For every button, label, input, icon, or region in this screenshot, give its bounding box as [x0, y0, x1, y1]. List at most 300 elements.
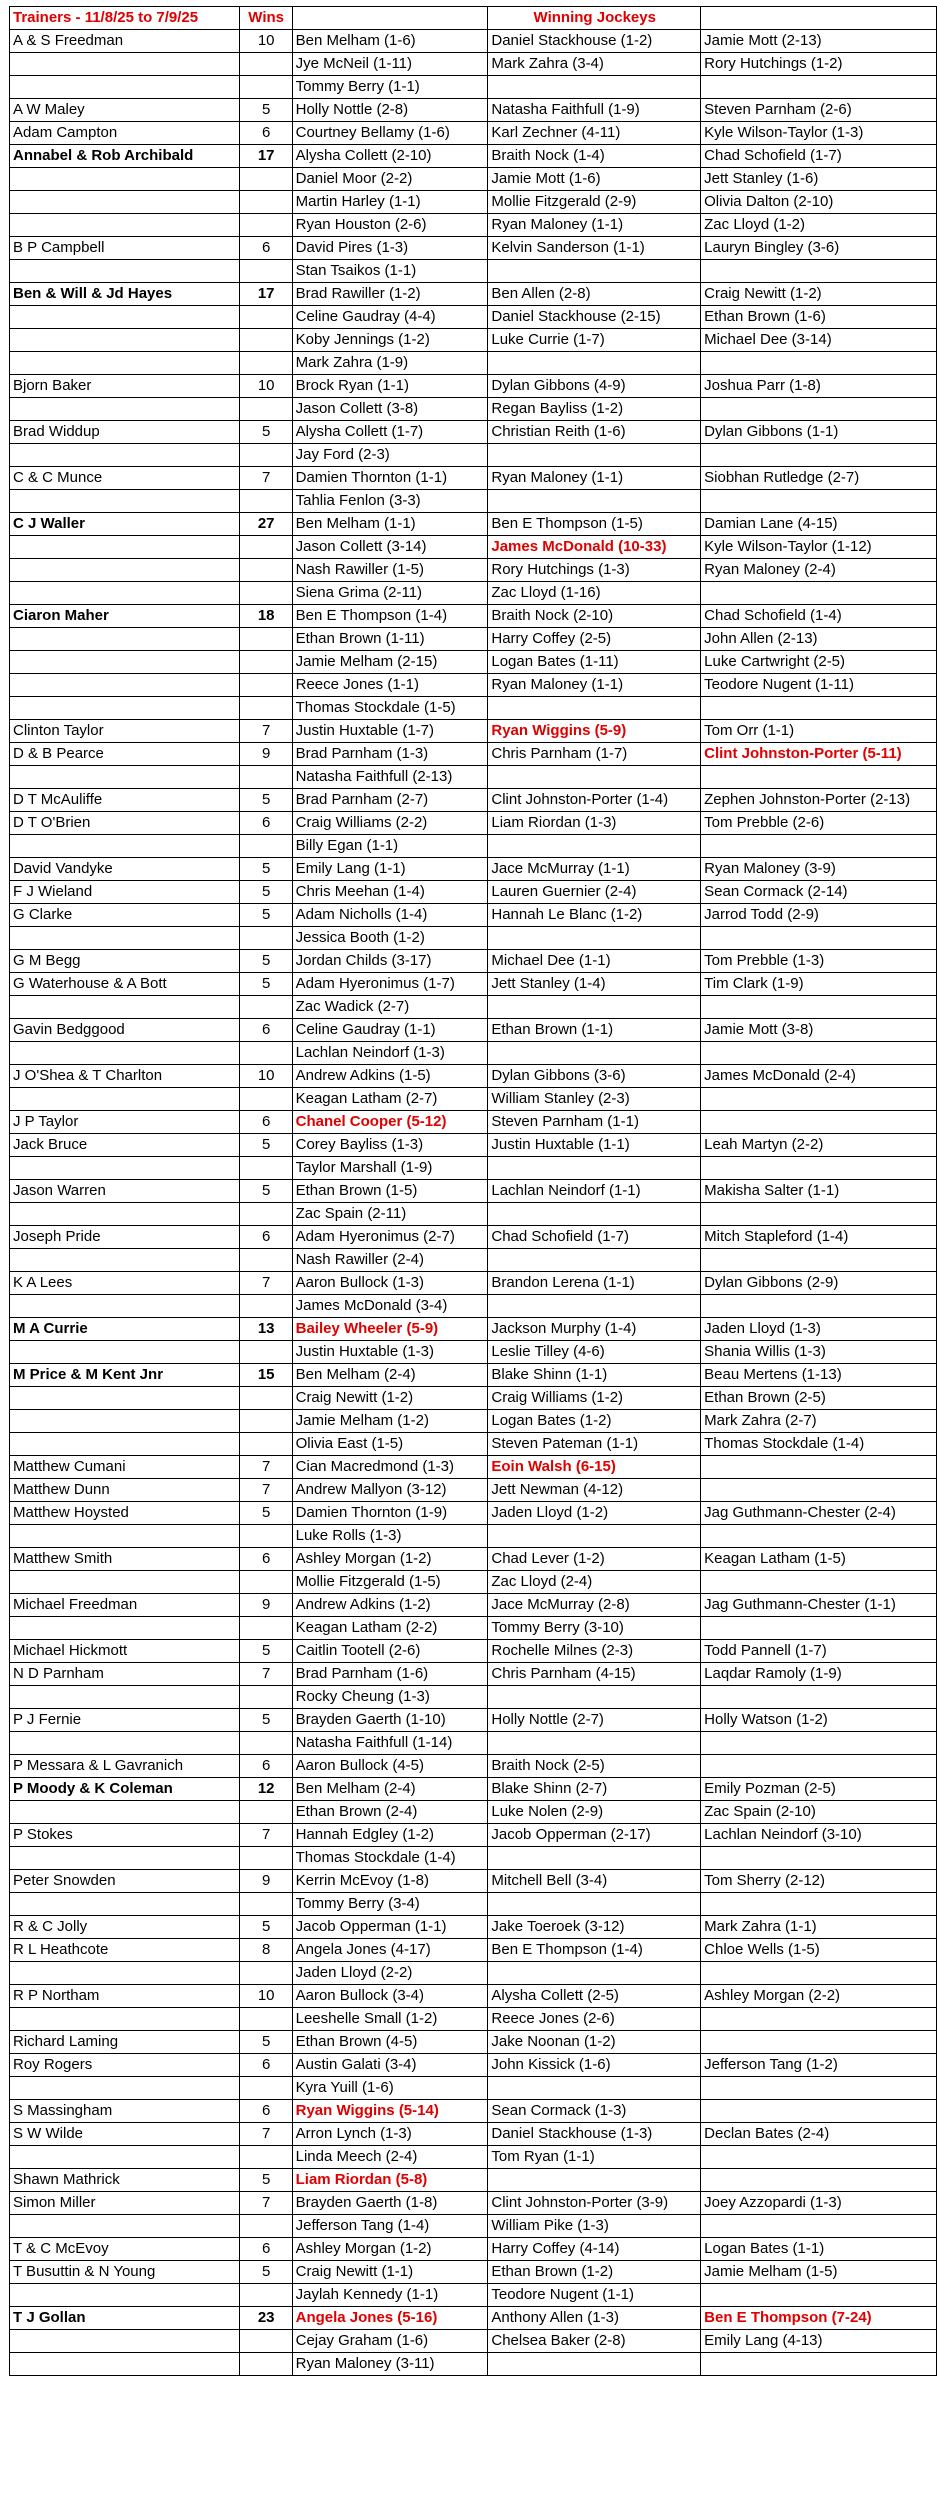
- trainer-name-empty: [10, 835, 240, 858]
- jockey-cell: Jarrod Todd (2-9): [701, 904, 937, 927]
- trainer-name: Matthew Hoysted: [10, 1502, 240, 1525]
- jockey-cell: Declan Bates (2-4): [701, 2123, 937, 2146]
- trainer-wins-empty: [239, 1203, 292, 1226]
- table-row: [10, 1663, 937, 1686]
- trainer-wins-empty: [239, 444, 292, 467]
- jockey-cell: Mark Zahra (2-7): [701, 1410, 937, 1433]
- jockey-cell: Mark Zahra (1-1): [701, 1916, 937, 1939]
- jockey-cell: Thomas Stockdale (1-4): [701, 1433, 937, 1456]
- header-jockeys: Winning Jockeys: [488, 7, 701, 30]
- trainer-wins: 10: [239, 375, 292, 398]
- jockey-cell: Jaylah Kennedy (1-1): [292, 2284, 488, 2307]
- jockey-cell-empty: [701, 1479, 937, 1502]
- jockey-cell-empty: [488, 1732, 701, 1755]
- jockey-cell: Damian Lane (4-15): [701, 513, 937, 536]
- table-row: [10, 168, 937, 191]
- table-row: [10, 444, 937, 467]
- jockey-cell: Logan Bates (1-2): [488, 1410, 701, 1433]
- trainer-wins: 6: [239, 812, 292, 835]
- trainer-name-empty: [10, 398, 240, 421]
- trainer-name-empty: [10, 1410, 240, 1433]
- trainer-name: Clinton Taylor: [10, 720, 240, 743]
- trainer-wins: 6: [239, 2054, 292, 2077]
- jockey-cell: Brad Parnham (1-6): [292, 1663, 488, 1686]
- jockey-cell-empty: [488, 1203, 701, 1226]
- trainer-wins-empty: [239, 766, 292, 789]
- jockey-cell: Ethan Brown (1-11): [292, 628, 488, 651]
- table-row: [10, 1893, 937, 1916]
- trainer-wins-empty: [239, 352, 292, 375]
- jockey-cell-empty: [701, 1962, 937, 1985]
- table-row: [10, 76, 937, 99]
- trainer-name: P J Fernie: [10, 1709, 240, 1732]
- trainer-wins: 5: [239, 1916, 292, 1939]
- trainer-wins-empty: [239, 536, 292, 559]
- table-row: [10, 582, 937, 605]
- jockey-cell: Olivia East (1-5): [292, 1433, 488, 1456]
- trainer-wins-empty: [239, 191, 292, 214]
- jockey-cell: Nash Rawiller (2-4): [292, 1249, 488, 1272]
- jockey-cell: Siena Grima (2-11): [292, 582, 488, 605]
- trainer-name-empty: [10, 582, 240, 605]
- jockey-cell: Brayden Gaerth (1-8): [292, 2192, 488, 2215]
- jockey-cell: Jordan Childs (3-17): [292, 950, 488, 973]
- trainer-wins-empty: [239, 651, 292, 674]
- jockey-cell-empty: [701, 697, 937, 720]
- trainer-name: C J Waller: [10, 513, 240, 536]
- table-row: [10, 996, 937, 1019]
- trainer-name-empty: [10, 1295, 240, 1318]
- table-row: [10, 1778, 937, 1801]
- trainer-name-empty: [10, 1249, 240, 1272]
- table-row: [10, 191, 937, 214]
- trainer-wins-empty: [239, 1617, 292, 1640]
- jockey-cell: Jaden Lloyd (1-3): [701, 1318, 937, 1341]
- header-wins: Wins: [239, 7, 292, 30]
- jockey-cell: Zac Spain (2-11): [292, 1203, 488, 1226]
- jockey-cell: Ben Melham (2-4): [292, 1364, 488, 1387]
- jockey-cell: Lachlan Neindorf (3-10): [701, 1824, 937, 1847]
- table-row: [10, 237, 937, 260]
- jockey-cell: Rocky Cheung (1-3): [292, 1686, 488, 1709]
- jockey-cell: Rory Hutchings (1-3): [488, 559, 701, 582]
- trainer-wins-empty: [239, 927, 292, 950]
- table-row: [10, 1456, 937, 1479]
- trainer-wins: 13: [239, 1318, 292, 1341]
- jockey-cell: Ben E Thompson (1-5): [488, 513, 701, 536]
- jockey-cell: Anthony Allen (1-3): [488, 2307, 701, 2330]
- table-row: [10, 30, 937, 53]
- trainer-wins: 5: [239, 1180, 292, 1203]
- jockey-cell: Ryan Maloney (3-9): [701, 858, 937, 881]
- jockey-cell-empty: [701, 1203, 937, 1226]
- table-row: [10, 743, 937, 766]
- jockey-cell: Steven Pateman (1-1): [488, 1433, 701, 1456]
- trainer-wins-empty: [239, 329, 292, 352]
- table-row: [10, 1709, 937, 1732]
- jockey-cell-empty: [488, 1893, 701, 1916]
- jockey-cell: Logan Bates (1-11): [488, 651, 701, 674]
- jockey-cell: Andrew Adkins (1-2): [292, 1594, 488, 1617]
- trainer-name: Brad Widdup: [10, 421, 240, 444]
- jockey-cell-empty: [488, 927, 701, 950]
- table-row: [10, 283, 937, 306]
- jockey-cell: Regan Bayliss (1-2): [488, 398, 701, 421]
- table-row: [10, 2146, 937, 2169]
- jockey-cell-empty: [488, 1686, 701, 1709]
- trainer-name: R P Northam: [10, 1985, 240, 2008]
- trainer-name: Adam Campton: [10, 122, 240, 145]
- jockey-cell: Ben Melham (1-6): [292, 30, 488, 53]
- jockey-cell: Ben Melham (2-4): [292, 1778, 488, 1801]
- trainer-name: P Stokes: [10, 1824, 240, 1847]
- jockey-cell: Kerrin McEvoy (1-8): [292, 1870, 488, 1893]
- jockey-cell: Chris Parnham (1-7): [488, 743, 701, 766]
- jockey-cell-empty: [488, 352, 701, 375]
- jockey-cell-empty: [701, 835, 937, 858]
- jockey-cell: Koby Jennings (1-2): [292, 329, 488, 352]
- jockey-cell: Jacob Opperman (1-1): [292, 1916, 488, 1939]
- trainer-name: M A Currie: [10, 1318, 240, 1341]
- jockey-cell: Ryan Wiggins (5-9): [488, 720, 701, 743]
- jockey-cell: Leah Martyn (2-2): [701, 1134, 937, 1157]
- jockey-cell: Celine Gaudray (4-4): [292, 306, 488, 329]
- table-row: [10, 1686, 937, 1709]
- trainer-wins: 23: [239, 2307, 292, 2330]
- trainer-name-empty: [10, 1387, 240, 1410]
- header-jockeys-spacer-right: [701, 7, 937, 30]
- jockey-cell: Kyle Wilson-Taylor (1-12): [701, 536, 937, 559]
- jockey-cell: Kelvin Sanderson (1-1): [488, 237, 701, 260]
- jockey-cell: Ben E Thompson (7-24): [701, 2307, 937, 2330]
- jockey-cell: Jett Stanley (1-4): [488, 973, 701, 996]
- trainer-wins: 5: [239, 2169, 292, 2192]
- jockey-cell: William Stanley (2-3): [488, 1088, 701, 1111]
- trainer-name-empty: [10, 2330, 240, 2353]
- trainer-wins: 5: [239, 99, 292, 122]
- jockey-cell: Damien Thornton (1-1): [292, 467, 488, 490]
- table-row: [10, 421, 937, 444]
- jockey-cell: Harry Coffey (4-14): [488, 2238, 701, 2261]
- trainer-name: Richard Laming: [10, 2031, 240, 2054]
- jockey-cell: Teodore Nugent (1-1): [488, 2284, 701, 2307]
- trainer-name: Peter Snowden: [10, 1870, 240, 1893]
- trainer-wins: 7: [239, 1663, 292, 1686]
- trainer-wins: 5: [239, 1640, 292, 1663]
- trainer-name: Jason Warren: [10, 1180, 240, 1203]
- trainer-wins-empty: [239, 1410, 292, 1433]
- jockey-cell-empty: [701, 2146, 937, 2169]
- trainer-name-empty: [10, 2215, 240, 2238]
- jockey-cell: Siobhan Rutledge (2-7): [701, 467, 937, 490]
- jockey-cell: James McDonald (2-4): [701, 1065, 937, 1088]
- table-row: [10, 122, 937, 145]
- jockey-cell: Emily Lang (1-1): [292, 858, 488, 881]
- jockey-cell: Sean Cormack (2-14): [701, 881, 937, 904]
- trainer-name-empty: [10, 1157, 240, 1180]
- trainer-name-empty: [10, 329, 240, 352]
- table-row: [10, 835, 937, 858]
- jockey-cell: Craig Newitt (1-2): [292, 1387, 488, 1410]
- jockey-cell: Tahlia Fenlon (3-3): [292, 490, 488, 513]
- jockey-cell: Ryan Maloney (1-1): [488, 674, 701, 697]
- jockey-cell: Reece Jones (2-6): [488, 2008, 701, 2031]
- trainer-name: B P Campbell: [10, 237, 240, 260]
- trainer-name: Michael Freedman: [10, 1594, 240, 1617]
- trainer-name-empty: [10, 559, 240, 582]
- table-row: [10, 812, 937, 835]
- jockey-cell: Jaden Lloyd (2-2): [292, 1962, 488, 1985]
- jockey-cell: Jessica Booth (1-2): [292, 927, 488, 950]
- table-row: [10, 1479, 937, 1502]
- trainer-name: S Massingham: [10, 2100, 240, 2123]
- trainer-name-empty: [10, 260, 240, 283]
- trainer-name: D T O'Brien: [10, 812, 240, 835]
- jockey-cell: Lauren Guernier (2-4): [488, 881, 701, 904]
- jockey-cell: Harry Coffey (2-5): [488, 628, 701, 651]
- jockey-cell: Michael Dee (3-14): [701, 329, 937, 352]
- jockey-cell: Jamie Melham (2-15): [292, 651, 488, 674]
- trainer-wins: 5: [239, 2261, 292, 2284]
- trainer-wins-empty: [239, 490, 292, 513]
- jockey-cell: William Pike (1-3): [488, 2215, 701, 2238]
- trainer-wins: 5: [239, 421, 292, 444]
- trainer-wins-empty: [239, 1571, 292, 1594]
- jockey-cell: Ethan Brown (2-5): [701, 1387, 937, 1410]
- trainer-name: G Waterhouse & A Bott: [10, 973, 240, 996]
- trainer-name-empty: [10, 1847, 240, 1870]
- trainer-wins-empty: [239, 1341, 292, 1364]
- jockey-cell: Laqdar Ramoly (1-9): [701, 1663, 937, 1686]
- trainer-name-empty: [10, 1525, 240, 1548]
- jockey-cell: Zac Lloyd (1-16): [488, 582, 701, 605]
- jockey-cell: Kyra Yuill (1-6): [292, 2077, 488, 2100]
- header-trainers: Trainers - 11/8/25 to 7/9/25: [10, 7, 240, 30]
- table-row: [10, 1364, 937, 1387]
- trainer-wins-empty: [239, 2353, 292, 2376]
- jockey-cell: Luke Nolen (2-9): [488, 1801, 701, 1824]
- jockey-cell: Andrew Mallyon (3-12): [292, 1479, 488, 1502]
- jockey-cell: Justin Huxtable (1-7): [292, 720, 488, 743]
- jockey-cell: Todd Pannell (1-7): [701, 1640, 937, 1663]
- trainer-name-empty: [10, 53, 240, 76]
- trainer-wins-empty: [239, 306, 292, 329]
- trainer-wins-empty: [239, 1042, 292, 1065]
- jockey-cell-empty: [701, 1088, 937, 1111]
- trainer-wins: 7: [239, 1456, 292, 1479]
- trainer-wins-empty: [239, 628, 292, 651]
- table-row: [10, 858, 937, 881]
- jockey-cell-empty: [701, 2100, 937, 2123]
- trainer-wins-empty: [239, 1732, 292, 1755]
- trainer-name: Matthew Smith: [10, 1548, 240, 1571]
- table-row: [10, 2192, 937, 2215]
- jockey-cell-empty: [701, 1847, 937, 1870]
- trainer-wins-empty: [239, 1893, 292, 1916]
- jockey-cell: Chelsea Baker (2-8): [488, 2330, 701, 2353]
- table-row: [10, 1939, 937, 1962]
- trainer-name: F J Wieland: [10, 881, 240, 904]
- trainer-wins: 18: [239, 605, 292, 628]
- jockey-cell-empty: [488, 1157, 701, 1180]
- table-row: [10, 2261, 937, 2284]
- trainer-wins: 5: [239, 789, 292, 812]
- jockey-cell: Damien Thornton (1-9): [292, 1502, 488, 1525]
- table-row: [10, 697, 937, 720]
- trainer-wins: 27: [239, 513, 292, 536]
- trainer-wins-empty: [239, 2215, 292, 2238]
- trainer-wins-empty: [239, 76, 292, 99]
- trainer-wins-empty: [239, 2077, 292, 2100]
- trainer-wins: 10: [239, 30, 292, 53]
- trainer-name: S W Wilde: [10, 2123, 240, 2146]
- trainer-wins: 5: [239, 881, 292, 904]
- trainer-wins: 9: [239, 1870, 292, 1893]
- trainer-name: R & C Jolly: [10, 1916, 240, 1939]
- table-row: [10, 2307, 937, 2330]
- trainer-name: R L Heathcote: [10, 1939, 240, 1962]
- jockey-cell-empty: [701, 1755, 937, 1778]
- jockey-cell: Brad Parnham (2-7): [292, 789, 488, 812]
- table-row: [10, 1226, 937, 1249]
- trainer-name-empty: [10, 766, 240, 789]
- table-row: [10, 1594, 937, 1617]
- trainer-name: David Vandyke: [10, 858, 240, 881]
- trainer-name-empty: [10, 1571, 240, 1594]
- jockey-cell: Ben E Thompson (1-4): [488, 1939, 701, 1962]
- trainer-name: Ben & Will & Jd Hayes: [10, 283, 240, 306]
- trainer-name: J O'Shea & T Charlton: [10, 1065, 240, 1088]
- table-row: [10, 904, 937, 927]
- jockey-cell-empty: [488, 1525, 701, 1548]
- jockey-cell: Daniel Moor (2-2): [292, 168, 488, 191]
- jockey-cell-empty: [701, 352, 937, 375]
- trainer-wins: 5: [239, 858, 292, 881]
- jockey-cell: Ashley Morgan (1-2): [292, 1548, 488, 1571]
- jockey-cell-empty: [701, 2077, 937, 2100]
- jockey-cell: James McDonald (10-33): [488, 536, 701, 559]
- jockey-cell: Aaron Bullock (1-3): [292, 1272, 488, 1295]
- trainer-name: C & C Munce: [10, 467, 240, 490]
- jockey-cell: Linda Meech (2-4): [292, 2146, 488, 2169]
- trainer-wins-empty: [239, 53, 292, 76]
- trainer-wins: 7: [239, 1824, 292, 1847]
- jockey-cell: Mark Zahra (1-9): [292, 352, 488, 375]
- jockey-cell: Leslie Tilley (4-6): [488, 1341, 701, 1364]
- trainer-name: Matthew Cumani: [10, 1456, 240, 1479]
- jockey-cell: Arron Lynch (1-3): [292, 2123, 488, 2146]
- jockey-cell-empty: [701, 1111, 937, 1134]
- jockey-cell: Braith Nock (2-5): [488, 1755, 701, 1778]
- trainer-wins-empty: [239, 1387, 292, 1410]
- jockey-cell: Jamie Mott (3-8): [701, 1019, 937, 1042]
- jockey-cell: Zephen Johnston-Porter (2-13): [701, 789, 937, 812]
- jockey-cell: Steven Parnham (2-6): [701, 99, 937, 122]
- jockey-cell: Emily Lang (4-13): [701, 2330, 937, 2353]
- jockey-cell-empty: [701, 1249, 937, 1272]
- trainer-name-empty: [10, 352, 240, 375]
- jockey-cell: Steven Parnham (1-1): [488, 1111, 701, 1134]
- jockey-cell: Corey Bayliss (1-3): [292, 1134, 488, 1157]
- jockey-cell-empty: [701, 2215, 937, 2238]
- jockey-cell: Ryan Maloney (2-4): [701, 559, 937, 582]
- trainer-name-empty: [10, 444, 240, 467]
- jockey-cell: Mollie Fitzgerald (1-5): [292, 1571, 488, 1594]
- trainer-name: M Price & M Kent Jnr: [10, 1364, 240, 1387]
- jockey-cell-empty: [488, 490, 701, 513]
- trainer-wins-empty: [239, 582, 292, 605]
- trainer-wins: 5: [239, 2031, 292, 2054]
- trainer-name-empty: [10, 1962, 240, 1985]
- jockey-cell: Jett Stanley (1-6): [701, 168, 937, 191]
- jockey-cell-empty: [701, 996, 937, 1019]
- trainer-wins: 7: [239, 1479, 292, 1502]
- jockey-cell: Thomas Stockdale (1-5): [292, 697, 488, 720]
- jockey-cell: Brad Rawiller (1-2): [292, 283, 488, 306]
- jockey-cell: Jace McMurray (2-8): [488, 1594, 701, 1617]
- table-row: [10, 1755, 937, 1778]
- jockey-cell: James McDonald (3-4): [292, 1295, 488, 1318]
- table-row: [10, 2008, 937, 2031]
- jockey-cell: Brad Parnham (1-3): [292, 743, 488, 766]
- table-row: [10, 1502, 937, 1525]
- jockey-cell: Tom Prebble (2-6): [701, 812, 937, 835]
- jockey-cell-empty: [488, 1295, 701, 1318]
- trainer-name: A W Maley: [10, 99, 240, 122]
- table-row: [10, 1433, 937, 1456]
- table-row: [10, 536, 937, 559]
- jockey-cell: Chad Schofield (1-7): [488, 1226, 701, 1249]
- jockey-cell: Jackson Murphy (1-4): [488, 1318, 701, 1341]
- jockey-cell-empty: [701, 76, 937, 99]
- trainer-wins: 7: [239, 2123, 292, 2146]
- trainer-name-empty: [10, 697, 240, 720]
- jockey-cell: Ethan Brown (1-1): [488, 1019, 701, 1042]
- jockey-cell: Tom Prebble (1-3): [701, 950, 937, 973]
- jockey-cell: Bailey Wheeler (5-9): [292, 1318, 488, 1341]
- table-row: [10, 490, 937, 513]
- trainer-name-empty: [10, 674, 240, 697]
- table-row: [10, 1916, 937, 1939]
- trainer-name: D T McAuliffe: [10, 789, 240, 812]
- jockey-cell: Tom Sherry (2-12): [701, 1870, 937, 1893]
- jockey-cell: Blake Shinn (1-1): [488, 1364, 701, 1387]
- trainer-name-empty: [10, 1433, 240, 1456]
- trainer-wins: 6: [239, 1019, 292, 1042]
- jockey-cell: Blake Shinn (2-7): [488, 1778, 701, 1801]
- jockey-cell: Tommy Berry (1-1): [292, 76, 488, 99]
- table-row: [10, 1157, 937, 1180]
- jockey-cell: Chloe Wells (1-5): [701, 1939, 937, 1962]
- trainer-wins: 5: [239, 904, 292, 927]
- jockey-cell: Jag Guthmann-Chester (2-4): [701, 1502, 937, 1525]
- table-row: [10, 2330, 937, 2353]
- trainer-name-empty: [10, 536, 240, 559]
- jockey-cell: Zac Spain (2-10): [701, 1801, 937, 1824]
- jockey-cell: Thomas Stockdale (1-4): [292, 1847, 488, 1870]
- trainer-name-empty: [10, 996, 240, 1019]
- jockey-cell: Craig Newitt (1-1): [292, 2261, 488, 2284]
- jockey-cell: Andrew Adkins (1-5): [292, 1065, 488, 1088]
- trainer-name: T Busuttin & N Young: [10, 2261, 240, 2284]
- trainer-wins: 6: [239, 122, 292, 145]
- trainer-wins: 7: [239, 2192, 292, 2215]
- trainer-name: T J Gollan: [10, 2307, 240, 2330]
- jockey-cell: Mark Zahra (3-4): [488, 53, 701, 76]
- table-row: [10, 1640, 937, 1663]
- jockey-cell: Adam Hyeronimus (1-7): [292, 973, 488, 996]
- jockey-cell: Chris Meehan (1-4): [292, 881, 488, 904]
